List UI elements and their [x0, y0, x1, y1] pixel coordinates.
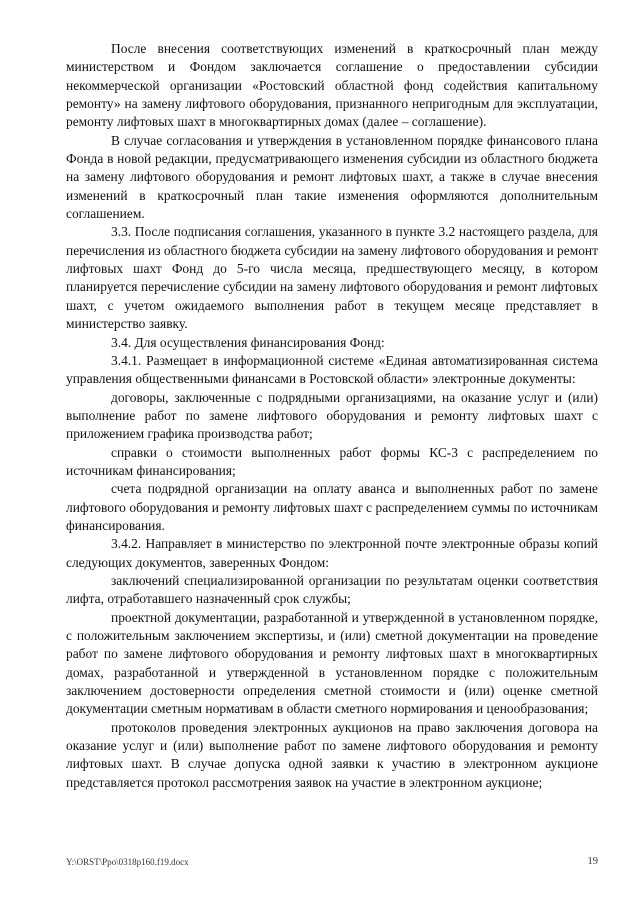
paragraph: 3.3. После подписания соглашения, указанного в пункте 3.2 настоящего раздела, для перечисления из областного бюджета субсидии на замену лифтового оборудования и ремонт лифтовых шахт Фонд до 5-го числа месяца, предшествующего месяцу, в котором планируется перечисление субсидии на замену лифтового оборудования и ремонт лифтовых шахт, с учетом ожидаемого выполнения работ в текущем месяце представляет в министерство заявку.: [66, 224, 598, 332]
paragraph: проектной документации, разработанной и утвержденной в установленном порядке, с положительным заключением экспертизы, и (или) сметной документации на проведение работ по замене лифтового оборудования и ремонту лифтовых шахт в многоквартирных домах, разработанной и утвержденной в установленном порядке с положительным заключением достоверности определения сметной стоимости и (или) оценке сметной документации сметным нормативам в области сметного нормирования и ценообразования;: [66, 609, 598, 717]
paragraph: 3.4.2. Направляет в министерство по электронной почте электронные образы копий следующих документов, заверенных Фондом:: [66, 536, 598, 570]
document-body: [66, 40, 598, 792]
paragraph: протоколов проведения электронных аукционов на право заключения договора на оказание услуг и (или) выполнение работ по замене лифтового оборудования и ремонту лифтовых шахт. В случае допуска одной заявки к участию в электронном аукционе представляется протокол рассмотрения заявок на участие в электронном аукционе;: [66, 719, 598, 790]
paragraph: справки о стоимости выполненных работ формы КС-3 с распределением по источникам финансирования;: [66, 444, 598, 478]
paragraph: 3.4. Для осуществления финансирования Фонд:: [111, 334, 385, 350]
paragraph: счета подрядной организации на оплату аванса и выполненных работ по замене лифтового оборудования и ремонту лифтовых шахт с распределением суммы по источникам финансирования.: [66, 481, 598, 533]
paragraph: После внесения соответствующих изменений в краткосрочный план между министерством и Фондом заключается соглашение о предоставлении субсидии некоммерческой организации «Ростовский областной фонд содействия капитальному ремонту» на замену лифтового оборудования, признанного непригодным для эксплуатации, ремонту лифтовых шахт в многоквартирных домах (далее – соглашение).: [66, 41, 598, 130]
paragraph: 3.4.1. Размещает в информационной системе «Единая автоматизированная система управления общественными финансами в Ростовской области» электронные документы:: [66, 352, 598, 387]
paragraph: заключений специализированной организации по результатам оценки соответствия лифта, отработавшего назначенный срок службы;: [66, 572, 598, 607]
page-number: 19: [587, 856, 598, 867]
footer-file-path: Y:\ORST\Ppo\0318p160.f19.docx: [66, 857, 189, 867]
paragraph: договоры, заключенные с подрядными организациями, на оказание услуг и (или) выполнение работ по замене лифтового оборудования и ремонту лифтовых шахт с приложением графика производства работ;: [66, 389, 598, 442]
paragraph: В случае согласования и утверждения в установленном порядке финансового плана Фонда в новой редакции, предусматривающего изменения субсидии из областного бюджета на замену лифтового оборудования и ремонт лифтовых шахт, а также в случае внесения изменений в краткосрочный план такие изменения оформляются дополнительным соглашением.: [66, 132, 598, 222]
